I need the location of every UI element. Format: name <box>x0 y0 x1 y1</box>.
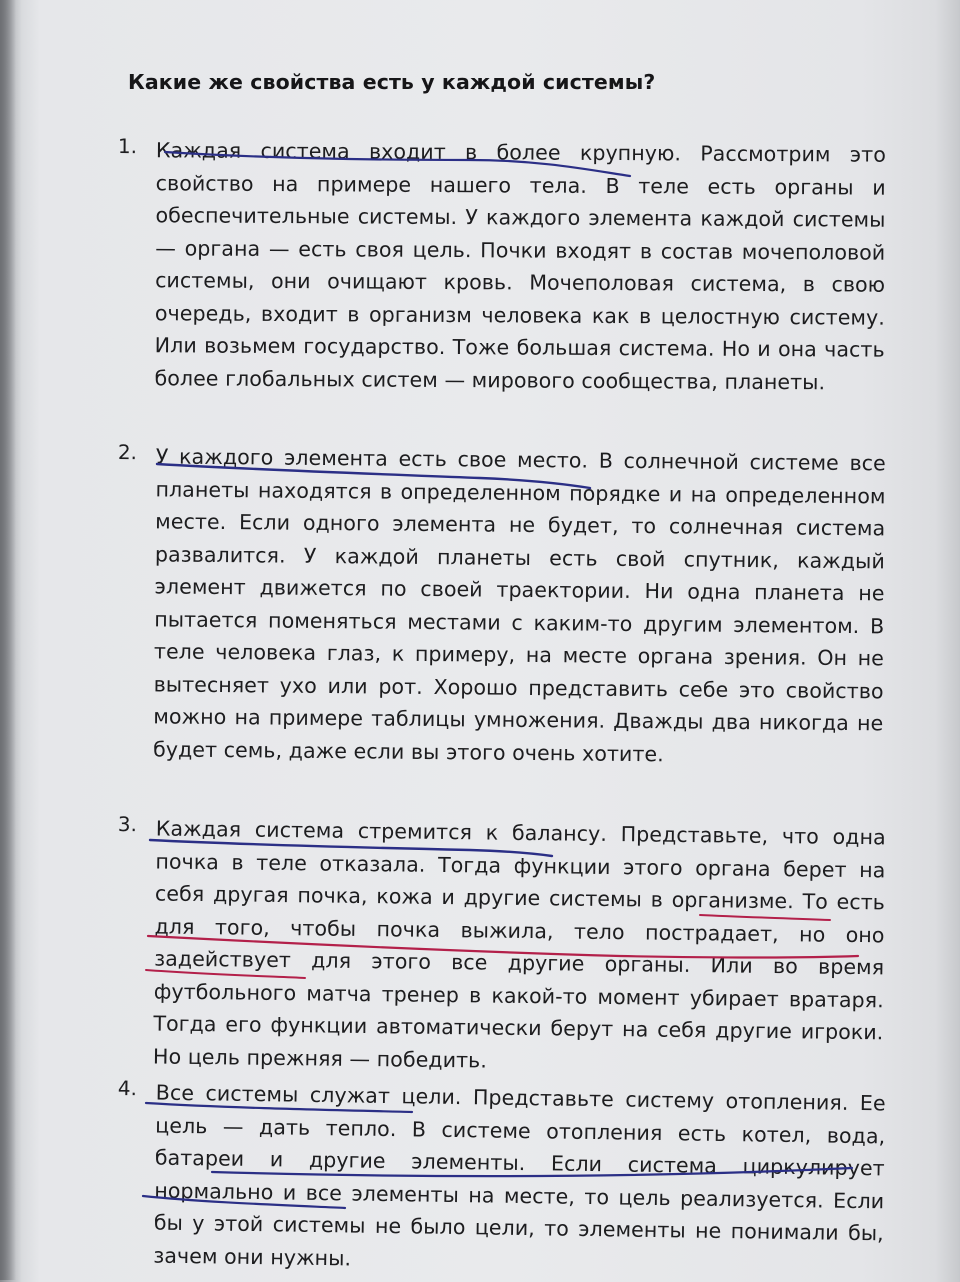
item-body: В солнечной системе все планеты находятся в определенном порядке и на определенном месте. Если одного элемента не будет, то солнечная система развалится. У каждой планеты есть свой спутник, каждый элемент движется по своей траектории. Ни одна планета не пытается поменяться местами с каким-то другим элементом. В теле человека глаз, к примеру, на месте органа зрения. Он не вытесняет ухо или рот. Хорошо представить себе это свойство можно на примере таблицы умножения. Дважды два никогда не будет семь, даже если вы этого очень хотите. <box>152 448 886 766</box>
page-edge-shadow <box>0 0 16 1280</box>
item-body: Представьте систему отопления. Ее цель — дать тепло. В системе отопления есть котел, вода, батареи и другие элементы. Если система циркулирует нормально и все элементы на месте, то цель реализуется. Если бы у этой системы не было цели, то элементы не понимали бы, зачем они нужны. <box>153 1085 886 1270</box>
item-number: 4. <box>117 1076 138 1101</box>
item-body: Представьте, что одна почка в теле отказала. Тогда функции этого органа берет на себя другая почка, кожа и другие системы в организме. То есть для того, чтобы почка выжила, тело пострадает, но оно задействует для этого все другие органы. Или во время футбольного матча тренер в какой-то момент убирает вратаря. Тогда его функции автоматически берут на себя другие игроки. Но цель прежняя — победить. <box>152 821 886 1073</box>
item-text <box>153 1077 886 1282</box>
underlined-phrase: Каждая система стремится к балансу. <box>155 816 608 846</box>
item-text <box>153 812 886 1081</box>
item-number: 1. <box>117 134 138 159</box>
item-text <box>154 134 886 398</box>
item-body: Рассмотрим это свойство на примере нашего тела. В теле есть органы и обеспечительные системы. У каждого элемента каждой системы — органа — есть своя цель. Почки входят в состав мочеполовой системы, они очищают кровь. Мочеполовая система, в свою очередь, входит в организм человека как в целостную систему. Или возьмем государство. Тоже большая система. Но и она часть более глобальных систем — мирового сообщества, планеты. <box>154 141 886 394</box>
item-text <box>153 440 886 772</box>
list-item-2 <box>117 440 888 766</box>
underlined-phrase: Все системы служат цели. <box>155 1080 462 1110</box>
list-item-3 <box>117 812 888 1073</box>
section-heading: Какие же свойства есть у каждой системы? <box>128 70 656 94</box>
item-number: 2. <box>117 440 138 465</box>
underlined-phrase: У каждого элемента есть свое место. <box>155 444 589 473</box>
underlined-phrase: Каждая система входит в более крупную. <box>155 138 682 166</box>
item-number: 3. <box>117 812 138 837</box>
list-item-1 <box>117 134 888 394</box>
